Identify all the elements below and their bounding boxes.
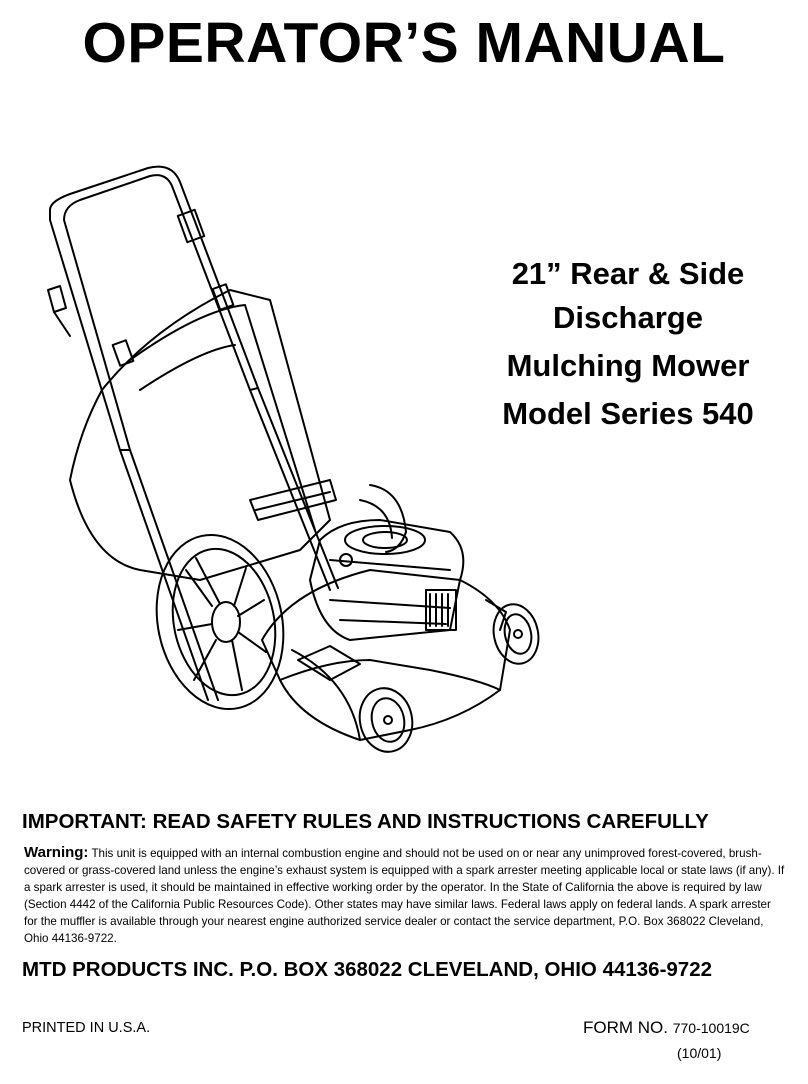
form-number-value: 770-10019C	[672, 1020, 750, 1036]
page-title: OPERATOR’S MANUAL	[82, 11, 726, 75]
form-number	[583, 1018, 750, 1038]
warning-text: This unit is equipped with an internal combustion engine and should not be used on or near any unimproved forest-covered, brush-covered or grass-covered land unless the engine’s exhaust system is equipped with a spark arrester meeting applicable local or state laws (if any). If a spark arrester is used, it should be maintained in effective working order by the operator. In the State of California the above is required by law (Section 4442 of the California Public Resources Code). Other states may have similar laws. Federal laws apply on federal lands. A spark arrester for the muffler is available through your nearest engine authorized service dealer or contact the service department, P.O. Box 368022 Cleveland, Ohio 44136-9722.	[24, 847, 785, 945]
important-heading: IMPORTANT: READ SAFETY RULES AND INSTRUCTIONS CAREFULLY	[22, 810, 709, 833]
printed-in: PRINTED IN U.S.A.	[22, 1020, 151, 1036]
product-line-3: Mulching Mower	[506, 348, 750, 383]
form-date: (10/01)	[677, 1045, 722, 1061]
form-label: FORM NO.	[583, 1018, 668, 1037]
product-line-1: 21” Rear & Side	[511, 256, 745, 291]
warning-label: Warning:	[24, 844, 89, 861]
company-address: MTD PRODUCTS INC. P.O. BOX 368022 CLEVELAND, OHIO 44136-9722	[22, 958, 713, 981]
warning-paragraph	[24, 844, 786, 947]
model-series: Model Series 540	[502, 396, 754, 431]
lawn-mower-illustration-icon	[30, 160, 570, 780]
product-line-2: Discharge	[553, 300, 703, 335]
